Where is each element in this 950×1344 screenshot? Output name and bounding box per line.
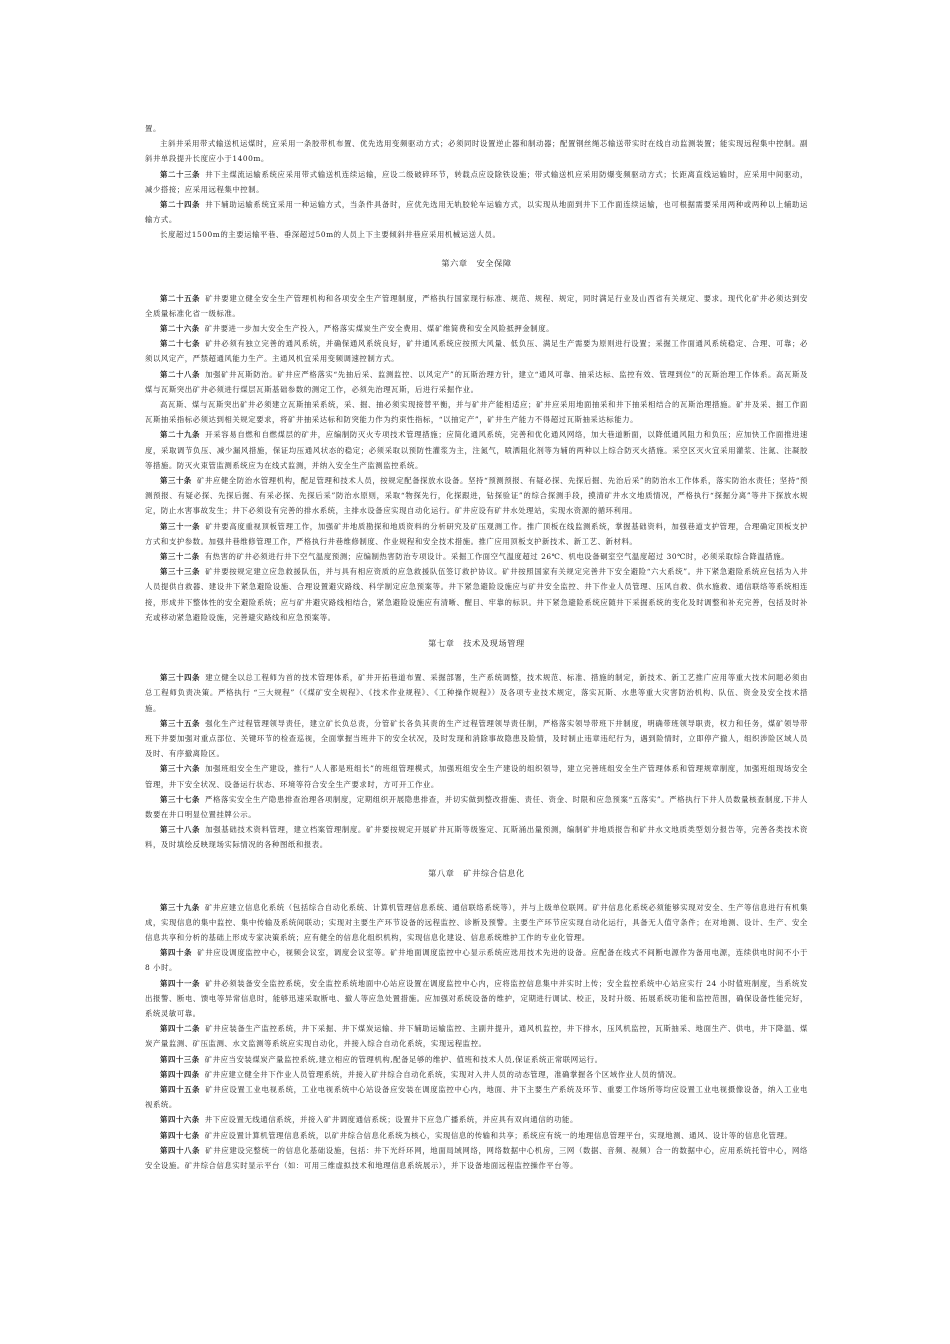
- article-text: 矿井应建立健全井下作业人员管理系统，并接入矿井综合自动化系统，实现对入井人员的动态管理，准确掌握各个区域作业人员的情况。: [204, 1069, 682, 1079]
- article-41: [145, 976, 808, 1022]
- article-text: 矿井必须有独立完善的通风系统，并确保通风系统良好，矿井通风系统应按照大风量、低负压、满足生产需要为原则进行设置；采掘工作面通风系统稳定、合理、可靠；必须以风定产，严禁超通风能力生产。主通风机宜采用变频调速控制方式。: [145, 339, 808, 364]
- article-26: [145, 321, 808, 336]
- chapter-7-title: 第七章 技术及现场管理: [428, 638, 525, 649]
- article-44: [145, 1067, 808, 1082]
- article-29: [145, 427, 808, 473]
- article-47: [145, 1128, 808, 1143]
- article-text: 建立健全以总工程师为首的技术管理体系，矿井开拓巷道布置、采掘部署，生产系统调整，技术规范、标准、措施的制定，新技术、新工艺推广应用等重大技术问题必须由总工程师负责决策。严格执行 “三大规程”（《煤矿安全规程》、《技术作业规程》、《工种操作规程》）及各项专业技术规定，落实瓦斯、水患等重大灾害防治机构、队伍、资金及安全技术措施。: [145, 673, 808, 713]
- article-text: 矿井要进一步加大安全生产投入，严格落实煤炭生产安全费用、煤矿维简费和安全风险抵押金制度。: [204, 324, 555, 334]
- article-text: 矿井要建立健全安全生产管理机构和各项安全生产管理制度，严格执行国家现行标准、规范、规程、规定，同时满足行业及山西省有关规定、要求。现代化矿井必须达到安全质量标准化省一级标准。: [145, 293, 808, 318]
- chapter-8-title: 第八章 矿井综合信息化: [428, 867, 525, 878]
- article-label: 第三十四条: [160, 673, 201, 683]
- article-text: 矿井要按规定建立应急救援队伍，并与具有相应资质的应急救援队伍签订救护协议。矿井按照国家有关规定完善井下安全避险“六大系统”。井下紧急避险系统应包括为入井人员提供自救器、建设井下紧急避险设施、合理设置避灾路线、科学制定应急预案等。井下紧急避险设施应与矿井安全监控、井下作业人员管理、压风自救、供水施救、通信联络等系统相连接，形成井下整体性的安全避险系统；应与矿井避灾路线相结合，紧急避险设施应有清晰、醒目、牢靠的标识。井下紧急避险系统应随井下采掘系统的变化及时调整和补充完善，包括及时补充或移动紧急避险设施，完善避灾路线和应急预案等。: [145, 567, 808, 622]
- article-text: 严格落实安全生产隐患排查治理各项制度，定期组织开展隐患排查，并切实做到整改措施、责任、资金、时限和应急预案“五落实”。严格执行下井人员数量核查制度,下井人数要在井口明显位置挂牌公示。: [145, 794, 808, 819]
- article-label: 第四十七条: [160, 1130, 200, 1140]
- article-32: [145, 549, 808, 564]
- article-42: [145, 1021, 808, 1051]
- article-38: [145, 822, 808, 852]
- article-text: 加强班组安全生产建设，推行“人人都是班组长”的班组管理模式，加强班组安全生产建设的组织领导，建立完善班组安全生产管理体系和管理规章制度，加强班组现场安全管理，井下安全状况、设备运行状态、环境等符合安全生产要求时，方可开工作业。: [145, 764, 808, 789]
- article-34: [145, 670, 808, 716]
- article-46: [145, 1112, 808, 1127]
- article-24: [145, 197, 808, 227]
- article-label: 第四十八条: [160, 1145, 201, 1155]
- article-label: 第四十二条: [160, 1024, 201, 1034]
- article-30: [145, 473, 808, 519]
- continued-fragment: 置。: [145, 124, 161, 133]
- article-37: [145, 792, 808, 822]
- article-label: 第三十条: [160, 476, 192, 486]
- article-label: 第二十七条: [160, 339, 201, 349]
- article-label: 第三十五条: [160, 718, 201, 728]
- article-label: 第二十八条: [160, 369, 201, 379]
- article-label: 第二十三条: [160, 169, 201, 179]
- article-label: 第三十三条: [160, 567, 201, 577]
- article-28: [145, 367, 808, 397]
- article-text: 矿井应建设完整统一的信息化基础设施，包括：井下光纤环网，地面局域网络，网络数据中心机房，三网（数据、音频、视频）合一的数据中心，应用系统托管中心，网络安全设施。矿井综合信息实时显示平台（如：可用三维虚拟技术和地理信息系统展示），并下设备地面远程监控操作平台等。: [145, 1145, 808, 1170]
- article-text: 矿井必须装备安全监控系统，安全监控系统地面中心站应设置在调度监控中心内，应将监控信息集中并实时上传；安全监控系统中心站应实行 24 小时值班制度，当系统发出报警、断电、馈电等异常信息时，能够迅速采取断电、撤人等应急处置措施。应加强对系统设备的维护，定期进行调试、校正，及时升级、拓展系统功能和监控范围，确保设备性能完好，系统灵敏可靠。: [145, 978, 808, 1018]
- article-label: 第二十五条: [160, 293, 201, 303]
- article-text: 矿井应当安装煤炭产量监控系统,建立相应的管理机构,配备足够的维护、值班和技术人员,保证系统正常联网运行。: [204, 1054, 603, 1064]
- article-label: 第二十四条: [160, 200, 201, 210]
- article-label: 第三十七条: [160, 794, 200, 804]
- article-label: 第四十六条: [160, 1115, 200, 1125]
- article-43: [145, 1052, 808, 1067]
- article-33: [145, 564, 808, 625]
- article-25: [145, 291, 808, 321]
- article-text: 开采容易自燃和自燃煤层的矿井，应编制防灭火专项技术管理措施；应简化通风系统，完善和优化通风网络，加大巷道断面，以降低通风阻力和负压；应加快工作面推进速度，采取调节负压、减少漏风措施，保证均压通风状态的稳定；必须采取以预防性灌浆为主，注氮气，喷洒阻化剂等为辅的两种以上综合防灭火措施。采空区灭火宜采用灌浆、注氮、注凝胶等措施。防灭火束管监测系统应为在线式监测，并纳入安全生产监测监控系统。: [145, 430, 808, 470]
- article-label: 第三十八条: [160, 825, 201, 835]
- article-text: 矿井应装备生产监控系统，井下采掘、井下煤炭运输、井下辅助运输监控、主副井提升，通风机监控，井下排水，压风机监控，瓦斯抽采、地面生产、供电，井下降温、煤炭产量监测、矿压监测、水文监测等系统应实现自动化，并接入综合自动化系统，实现远程监控。: [145, 1024, 808, 1049]
- paragraph-main-incline: 主斜井采用带式输送机运煤时，应采用一条胶带机布置、优先选用变频驱动方式；必须同时设置逆止器和制动器；配置钢丝绳芯输送带实时在线自动监测装置；能实现远程集中控制。副斜井单段提升长度应小于1400m。: [145, 139, 808, 164]
- article-28-paragraph-2: 高瓦斯、煤与瓦斯突出矿井必须建立瓦斯抽采系统，采、掘、抽必须实现接替平衡，并与矿井产能相适应；矿井应采用地面抽采和井下抽采相结合的瓦斯治理措施。矿井及采、掘工作面瓦斯抽采指标必须达到相关规定要求，将矿井抽采达标和防突能力作为约束性指标，“以抽定产”，矿井生产能力不得超过瓦斯抽采达标能力。: [145, 400, 808, 425]
- paragraph-personnel-transport: 长度超过1500m的主要运输平巷、垂深超过50m的人员上下主要倾斜井巷应采用机械运送人员。: [160, 230, 501, 240]
- article-label: 第三十六条: [160, 764, 201, 774]
- article-text: 井下辅助运输系统宜采用一种运输方式，当条件具备时，应优先选用无轨胶轮车运输方式，以实现从地面到井下工作面连续运输，也可根据需要采用两种或两种以上辅助运输方式。: [145, 200, 808, 225]
- article-text: 强化生产过程管理领导责任，建立矿长负总责，分管矿长各负其责的生产过程管理领导责任制，严格落实领导带班下井制度，明确带班领导职责，权力和任务，煤矿领导带班下井要加强对重点部位、关键环节的检查巡视，全面掌握当班井下的安全状况，及时发现和消除事故隐患及险情，及时制止违章违纪行为，遇到险情时，立即停产撤人，组织涉险区域人员及时、有序撤离险区。: [145, 718, 808, 759]
- article-label: 第四十五条: [160, 1084, 201, 1094]
- article-23: [145, 167, 808, 197]
- article-label: 第四十条: [160, 948, 193, 958]
- article-text: 加强基础技术资料管理，建立档案管理制度。矿井要按规定开展矿井瓦斯等级鉴定、瓦斯涌出量预测，编制矿井地质报告和矿井水文地质类型划分报告等，完善各类技术资料，及时填绘反映现场实际情况的各种图纸和报表。: [145, 825, 808, 850]
- article-text: 矿井要高度重视顶板管理工作，加强矿井地质勘探和地质资料的分析研究及矿压观测工作。推广顶板在线监测系统，掌握基础资料，加强巷道支护管理，合理确定顶板支护方式和支护参数。加强井巷维修管理工作，严格执行井巷维修制度、作业规程和安全技术措施。推广应用顶板支护新技术、新工艺、新材料。: [145, 521, 808, 546]
- article-35: [145, 716, 808, 762]
- article-label: 第四十一条: [160, 978, 201, 988]
- article-text: 加强矿井瓦斯防治。矿井应严格落实“先抽后采、监测监控、以风定产”的瓦斯治理方针，建立“通风可靠、抽采达标、监控有效、管理到位”的瓦斯治理工作体系。高瓦斯及煤与瓦斯突出矿井必须进行煤层瓦斯基础参数的测定工作，必须先治理瓦斯，后进行采掘作业。: [145, 369, 808, 394]
- chapter-6-title: 第六章 安全保障: [441, 257, 512, 268]
- article-label: 第三十九条: [160, 902, 200, 912]
- article-48: [145, 1143, 808, 1173]
- article-label: 第四十四条: [160, 1069, 200, 1079]
- document-page: [145, 121, 808, 1173]
- article-text: 有热害的矿井必须进行井下空气温度预测；应编制热害防治专项设计。采掘工作面空气温度超过 26℃、机电设备硐室空气温度超过 30℃时，必须采取综合降温措施。: [204, 552, 790, 562]
- article-label: 第三十二条: [160, 552, 200, 562]
- article-text: 井下主煤流运输系统应采用带式输送机连续运输，应设二级破碎环节，转载点应设除铁设施；带式输送机应采用防爆变频驱动方式；长距离直线运输时，应采用中间驱动，减少搭接；应采用远程集中控制。: [145, 169, 808, 194]
- article-text: 矿井应设置工业电视系统，工业电视系统中心站设备应安装在调度监控中心内，地面、井下主要生产系统及环节、重要工作场所等均应设置工业电视摄像设备，纳入工业电视系统。: [145, 1084, 808, 1110]
- article-39: [145, 900, 808, 946]
- article-text: 矿井应健全防治水管理机构，配足管理和技术人员，按规定配备探放水设备。坚持“预测预报、有疑必探、先探后掘、先治后采”的防治水工作体系，落实防治水责任；坚持“预测预报、有疑必探、先探后掘、有采必探、先探后采”防治水原则，采取“物探先行，化探跟进，钻探验证”的综合探测手段，摸清矿井水文地质情况，严格执行“探掘分离”等井下探放水规定，防止水害事故发生；井下必须设有完善的排水系统，主排水设备应实现自动化运行。矿井应设有矿井水处理站，实现水资源的循环利用。: [145, 476, 808, 516]
- article-36: [145, 761, 808, 791]
- article-45: [145, 1082, 808, 1112]
- article-text: 矿井应建立信息化系统（包括综合自动化系统、计算机管理信息系统、通信联络系统等），并与上级单位联网。矿井信息化系统必须能够实现对安全、生产等信息进行有机集成，实现信息的集中监控、集中传输及系统间联动；实现对主要生产环节设备的远程监控、诊断及预警。主要生产环节应实现自动化运行，具备无人值守条件；在对地测、设计、生产、安全信息共享和分析的基础上形成专家决策系统；应有健全的信息化组织机构，实现信息化建设、信息系统维护工作的专业化管理。: [145, 902, 808, 942]
- article-label: 第四十三条: [160, 1054, 200, 1064]
- article-31: [145, 519, 808, 549]
- article-label: 第二十九条: [160, 430, 201, 440]
- article-label: 第三十一条: [160, 521, 201, 531]
- article-text: 井下应设置无线通信系统，并接入矿井调度通信系统；设置井下应急广播系统，并应具有双向通信的功能。: [204, 1115, 578, 1125]
- article-27: [145, 336, 808, 366]
- article-label: 第二十六条: [160, 324, 200, 334]
- article-text: 矿井应设调度监控中心，视频会议室，调度会议室等。矿井地面调度监控中心显示系统应选用技术先进的设备。应配备在线式不间断电源作为备用电源，连续供电时间不小于 8 小时。: [145, 948, 808, 973]
- article-40: [145, 945, 808, 975]
- article-text: 矿井应设置计算机管理信息系统，以矿井综合信息化系统为核心，实现信息的传输和共享；系统应有统一的地理信息管理平台，实现地测、通风、设计等的信息化管理。: [204, 1130, 793, 1140]
